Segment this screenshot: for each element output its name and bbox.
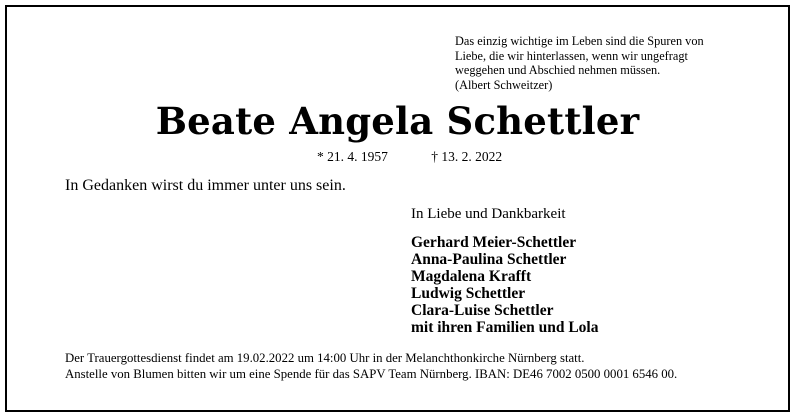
mourner-name: Clara-Luise Schettler <box>411 302 554 319</box>
deceased-name: Beate Angela Schettler <box>155 99 640 143</box>
death-date: † 13. 2. 2022 <box>431 149 503 164</box>
mourner-name: Ludwig Schettler <box>411 285 526 302</box>
birth-date: * 21. 4. 1957 <box>317 149 388 164</box>
mourner-name: Gerhard Meier-Schettler <box>411 234 577 251</box>
mourner-name: Anna-Paulina Schettler <box>411 251 567 268</box>
mourners-list <box>411 234 598 336</box>
motto-text: In Gedanken wirst du immer unter uns sein. <box>65 177 346 194</box>
quote-author: (Albert Schweitzer) <box>455 77 553 92</box>
quote-line: Liebe, die wir hinterlassen, wenn wir ungefragt <box>455 48 688 63</box>
quote-line: Das einzig wichtige im Leben sind die Spuren von <box>455 34 704 48</box>
donation-info: Anstelle von Blumen bitten wir um eine Spende für das SAPV Team Nürnberg. IBAN: DE46 7002 0500 0001 6546 00. <box>65 366 678 381</box>
mourner-name: mit ihren Familien und Lola <box>411 319 599 336</box>
thanks-line: In Liebe und Dankbarkeit <box>411 206 566 222</box>
service-info: Der Trauergottesdienst findet am 19.02.2022 um 14:00 Uhr in der Melanchthonkirche Nürnberg statt. <box>65 351 585 365</box>
quote-line: weggehen und Abschied nehmen müssen. <box>455 63 661 77</box>
quote-block <box>455 34 775 92</box>
obituary-notice <box>5 5 790 412</box>
footer-info <box>65 351 677 382</box>
life-dates <box>317 149 502 165</box>
mourner-name: Magdalena Krafft <box>411 268 532 285</box>
